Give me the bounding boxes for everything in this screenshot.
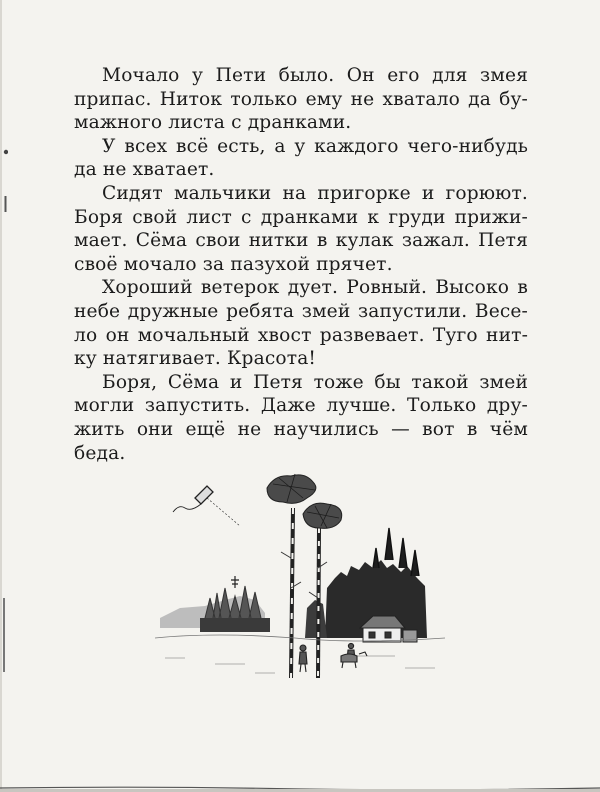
text-line: да не хватает. [74,159,215,181]
landscape-illustration [155,468,445,693]
text-line: своё мочало за пазухой прячет. [74,253,393,275]
distant-forest [160,576,270,632]
text-line: Хороший ветерок дует. Ровный. Высоко в [102,277,528,299]
text-line: Сидят мальчики на пригорке и горюют. [102,182,528,204]
text-line: мает. Сёма свои нитки в кулак зажал. Петя [74,230,528,252]
text-line: могли запустить. Даже лучше. Только дру- [74,395,528,417]
dark-forest [305,528,427,638]
paragraph-5 [74,371,528,465]
text-line: беда. [74,442,126,464]
paragraph-4 [74,276,528,370]
page-bottom-edge [0,780,600,792]
paragraph-2 [74,135,528,182]
text-line: жить они ещё не научились — вот в чём [74,418,528,440]
children-figures [299,643,367,672]
text-line: Боря, Сёма и Петя тоже бы такой змей [102,371,528,393]
paragraph-3 [74,182,528,276]
text-line: небе дружные ребята змей запустили. Весе- [74,300,528,322]
text-line: ку натягивает. Красота! [74,348,317,370]
text-line: мажного листа с дранками. [74,112,352,134]
text-line: Мочало у Пети было. Он его для змея [102,65,528,86]
text-line: ло он мочальный хвост развевает. Туго нит- [74,324,528,346]
text-line: припас. Ниток только ему не хватало да бу- [74,88,528,110]
paragraph-1 [74,64,528,135]
kite-drawing [173,486,240,526]
page-binding-edge [0,0,8,792]
story-text [74,64,528,465]
text-line: Боря свой лист с дранками к груди прижи- [74,206,528,228]
text-line: У всех всё есть, а у каждого чего-нибудь [102,135,528,157]
